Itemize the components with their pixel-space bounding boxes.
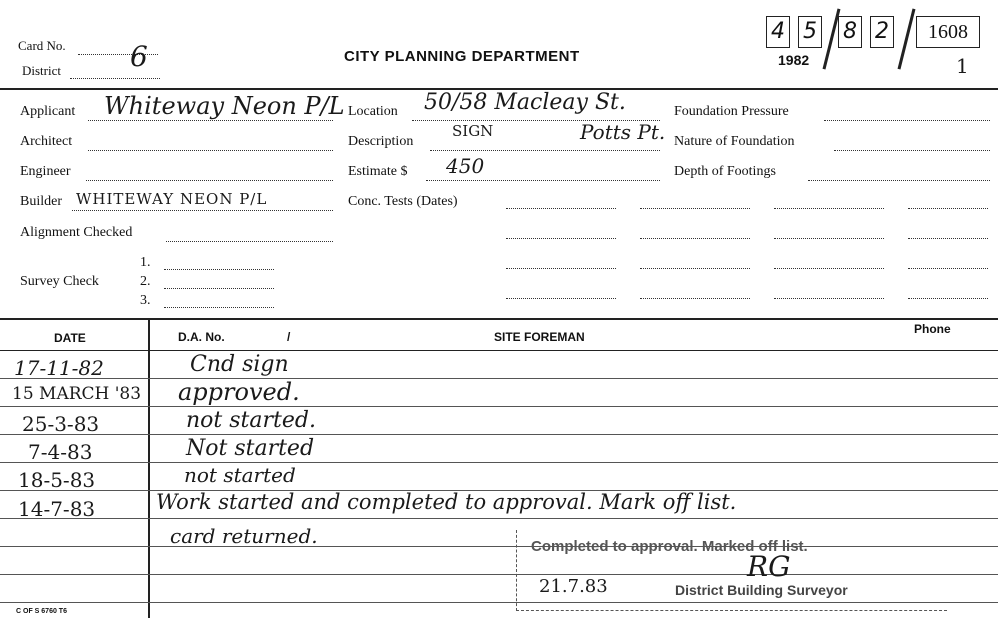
table-row-date: 17-11-82 bbox=[14, 356, 104, 380]
stamp-completed-text: Completed to approval. Marked off list. bbox=[531, 538, 808, 555]
date-header: DATE bbox=[54, 331, 86, 345]
table-row-date: 25-3-83 bbox=[22, 412, 100, 436]
estimate-value: 450 bbox=[446, 154, 485, 178]
depth-footings-line bbox=[808, 180, 990, 181]
table-row-note: Not started bbox=[186, 436, 315, 461]
phone-header: Phone bbox=[914, 322, 951, 336]
location-value: 50/58 Macleay St. bbox=[424, 90, 626, 115]
depth-footings-label: Depth of Footings bbox=[674, 164, 776, 179]
survey-line bbox=[164, 288, 274, 289]
table-row-date: 18-5-83 bbox=[18, 468, 96, 492]
table-row-line bbox=[0, 518, 998, 519]
conc-tests-line bbox=[774, 238, 884, 239]
da-slash: / bbox=[287, 330, 291, 344]
conc-tests-line bbox=[908, 208, 988, 209]
conc-tests-line bbox=[774, 298, 884, 299]
conc-tests-line bbox=[506, 238, 616, 239]
form-code: C OF S 6760 T6 bbox=[16, 608, 67, 615]
estimate-label: Estimate $ bbox=[348, 164, 408, 179]
file-number-box: 1608 bbox=[916, 16, 980, 48]
conc-tests-line bbox=[506, 268, 616, 269]
builder-line bbox=[72, 210, 333, 211]
conc-tests-line bbox=[640, 268, 750, 269]
alignment-line bbox=[166, 241, 333, 242]
department-title: CITY PLANNING DEPARTMENT bbox=[344, 48, 580, 65]
da-header: D.A. No. bbox=[178, 330, 225, 344]
file-digit-box: 5 bbox=[798, 16, 822, 48]
location-value-2: Potts Pt. bbox=[580, 120, 666, 144]
engineer-line bbox=[86, 180, 333, 181]
approval-stamp bbox=[516, 530, 947, 611]
nature-foundation-line bbox=[834, 150, 990, 151]
builder-value: WHITEWAY NEON P/L bbox=[76, 190, 268, 208]
applicant-label: Applicant bbox=[20, 104, 76, 119]
applicant-value: Whiteway Neon P/L bbox=[104, 92, 345, 120]
architect-line bbox=[88, 150, 333, 151]
file-digit-box: 4 bbox=[766, 16, 790, 48]
survey-line bbox=[164, 307, 274, 308]
foundation-pressure-line bbox=[824, 120, 990, 121]
location-label: Location bbox=[348, 104, 398, 119]
survey-line bbox=[164, 269, 274, 270]
conc-tests-line bbox=[908, 268, 988, 269]
file-digit-box: 8 bbox=[838, 16, 862, 48]
table-header-underline bbox=[0, 350, 998, 351]
applicant-line bbox=[88, 120, 333, 121]
estimate-line bbox=[426, 180, 660, 181]
table-date-column-divider bbox=[148, 318, 150, 618]
table-row-note: not started. bbox=[186, 408, 316, 433]
description-line bbox=[430, 150, 660, 151]
table-row-line bbox=[0, 462, 998, 463]
description-label: Description bbox=[348, 134, 414, 149]
conc-tests-label: Conc. Tests (Dates) bbox=[348, 194, 458, 209]
table-row-note: Cnd sign bbox=[190, 352, 289, 377]
stamp-surveyor-text: District Building Surveyor bbox=[675, 582, 848, 598]
file-digit-box: 2 bbox=[870, 16, 894, 48]
table-row-date: 14-7-83 bbox=[18, 497, 96, 521]
card-no-value: 6 bbox=[130, 40, 148, 73]
conc-tests-line bbox=[640, 208, 750, 209]
description-value: SIGN bbox=[452, 122, 494, 140]
table-row-note: card returned. bbox=[170, 524, 318, 548]
builder-label: Builder bbox=[20, 194, 62, 209]
survey-item: 2. bbox=[140, 274, 151, 289]
sub-number: 1 bbox=[956, 54, 969, 78]
district-label: District bbox=[22, 63, 61, 78]
engineer-label: Engineer bbox=[20, 164, 71, 179]
conc-tests-line bbox=[640, 238, 750, 239]
table-row-note: approved. bbox=[178, 378, 300, 406]
card-no-label: Card No. bbox=[18, 38, 66, 53]
conc-tests-line bbox=[908, 298, 988, 299]
survey-label: Survey Check bbox=[20, 274, 99, 289]
foundation-pressure-label: Foundation Pressure bbox=[674, 104, 789, 119]
stamp-date: 21.7.83 bbox=[539, 576, 608, 597]
table-row-line bbox=[0, 406, 998, 407]
conc-tests-line bbox=[774, 208, 884, 209]
table-row-note: Work started and completed to approval. Mark off list. bbox=[156, 490, 737, 514]
table-row-line bbox=[0, 378, 998, 379]
nature-foundation-label: Nature of Foundation bbox=[674, 134, 795, 149]
conc-tests-line bbox=[640, 298, 750, 299]
conc-tests-line bbox=[506, 298, 616, 299]
architect-label: Architect bbox=[20, 134, 73, 149]
conc-tests-line bbox=[908, 238, 988, 239]
year: 1982 bbox=[778, 52, 810, 68]
survey-item: 3. bbox=[140, 293, 151, 308]
conc-tests-line bbox=[506, 208, 616, 209]
table-row-date: 7-4-83 bbox=[28, 440, 93, 464]
conc-tests-line bbox=[774, 268, 884, 269]
file-slash bbox=[898, 9, 916, 70]
alignment-label: Alignment Checked bbox=[20, 225, 133, 240]
table-row-line bbox=[0, 434, 998, 435]
table-row-note: not started bbox=[184, 463, 296, 487]
table-row-date: 15 MARCH '83 bbox=[12, 384, 142, 404]
site-foreman-header: SITE FOREMAN bbox=[494, 330, 585, 344]
stamp-signature: RG bbox=[747, 550, 791, 583]
district-line bbox=[70, 78, 160, 79]
survey-item: 1. bbox=[140, 255, 151, 270]
